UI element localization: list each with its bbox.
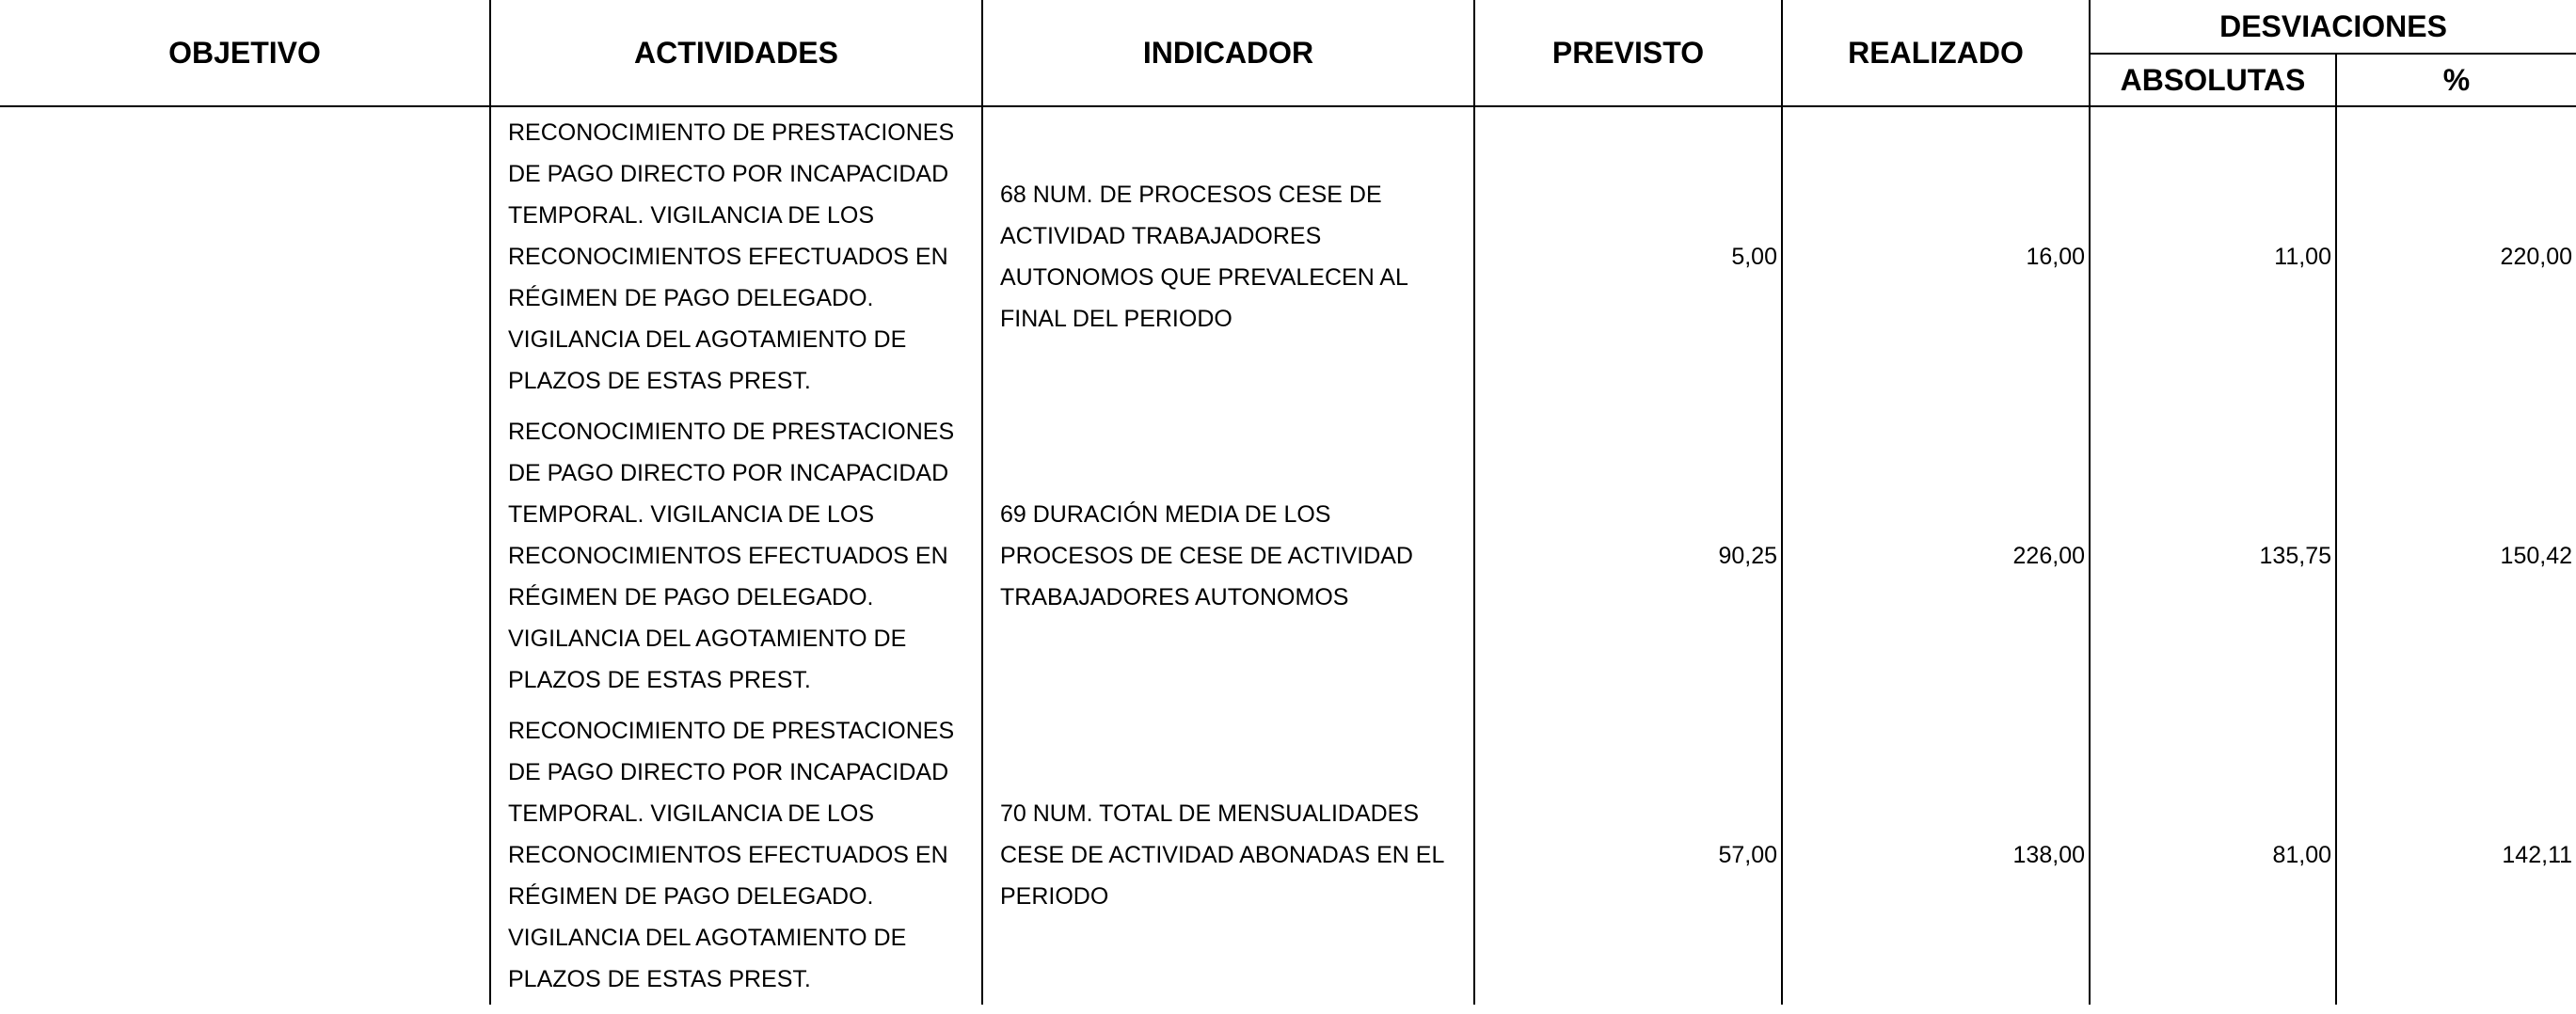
header-realizado: REALIZADO bbox=[1782, 0, 2090, 106]
cell-previsto: 90,25 bbox=[1474, 406, 1782, 705]
cell-actividades: RECONOCIMIENTO DE PRESTACIONES DE PAGO DIRECTO POR INCAPACIDAD TEMPORAL. VIGILANCIA DE LOS RECONOCIMIENTOS EFECTUADOS EN RÉGIMEN DE PAGO DELEGADO. VIGILANCIA DEL AGOTAMIENTO DE PLAZOS DE ESTAS PREST. bbox=[490, 406, 982, 705]
cell-indicador: 69 DURACIÓN MEDIA DE LOS PROCESOS DE CESE DE ACTIVIDAD TRABAJADORES AUTONOMOS bbox=[982, 406, 1474, 705]
header-indicador: INDICADOR bbox=[982, 0, 1474, 106]
cell-porcentaje: 142,11 bbox=[2336, 705, 2576, 1005]
cell-objetivo bbox=[0, 106, 490, 406]
cell-absolutas: 81,00 bbox=[2090, 705, 2336, 1005]
header-objetivo: OBJETIVO bbox=[0, 0, 490, 106]
cell-absolutas: 11,00 bbox=[2090, 106, 2336, 406]
table-header bbox=[0, 0, 2576, 106]
header-previsto: PREVISTO bbox=[1474, 0, 1782, 106]
table-body bbox=[0, 106, 2576, 1005]
table-row bbox=[0, 406, 2576, 705]
cell-objetivo bbox=[0, 705, 490, 1005]
cell-realizado: 16,00 bbox=[1782, 106, 2090, 406]
cell-indicador: 68 NUM. DE PROCESOS CESE DE ACTIVIDAD TRABAJADORES AUTONOMOS QUE PREVALECEN AL FINAL DEL PERIODO bbox=[982, 106, 1474, 406]
cell-absolutas: 135,75 bbox=[2090, 406, 2336, 705]
table-row bbox=[0, 106, 2576, 406]
table-row bbox=[0, 705, 2576, 1005]
header-absolutas: ABSOLUTAS bbox=[2090, 54, 2336, 106]
cell-porcentaje: 150,42 bbox=[2336, 406, 2576, 705]
cell-realizado: 226,00 bbox=[1782, 406, 2090, 705]
cell-porcentaje: 220,00 bbox=[2336, 106, 2576, 406]
cell-realizado: 138,00 bbox=[1782, 705, 2090, 1005]
cell-actividades: RECONOCIMIENTO DE PRESTACIONES DE PAGO DIRECTO POR INCAPACIDAD TEMPORAL. VIGILANCIA DE LOS RECONOCIMIENTOS EFECTUADOS EN RÉGIMEN DE PAGO DELEGADO. VIGILANCIA DEL AGOTAMIENTO DE PLAZOS DE ESTAS PREST. bbox=[490, 106, 982, 406]
cell-previsto: 5,00 bbox=[1474, 106, 1782, 406]
cell-objetivo bbox=[0, 406, 490, 705]
header-actividades: ACTIVIDADES bbox=[490, 0, 982, 106]
cell-indicador: 70 NUM. TOTAL DE MENSUALIDADES CESE DE ACTIVIDAD ABONADAS EN EL PERIODO bbox=[982, 705, 1474, 1005]
cell-actividades: RECONOCIMIENTO DE PRESTACIONES DE PAGO DIRECTO POR INCAPACIDAD TEMPORAL. VIGILANCIA DE LOS RECONOCIMIENTOS EFECTUADOS EN RÉGIMEN DE PAGO DELEGADO. VIGILANCIA DEL AGOTAMIENTO DE PLAZOS DE ESTAS PREST. bbox=[490, 705, 982, 1005]
cell-previsto: 57,00 bbox=[1474, 705, 1782, 1005]
header-desviaciones: DESVIACIONES bbox=[2090, 0, 2576, 54]
header-porcentaje: % bbox=[2336, 54, 2576, 106]
